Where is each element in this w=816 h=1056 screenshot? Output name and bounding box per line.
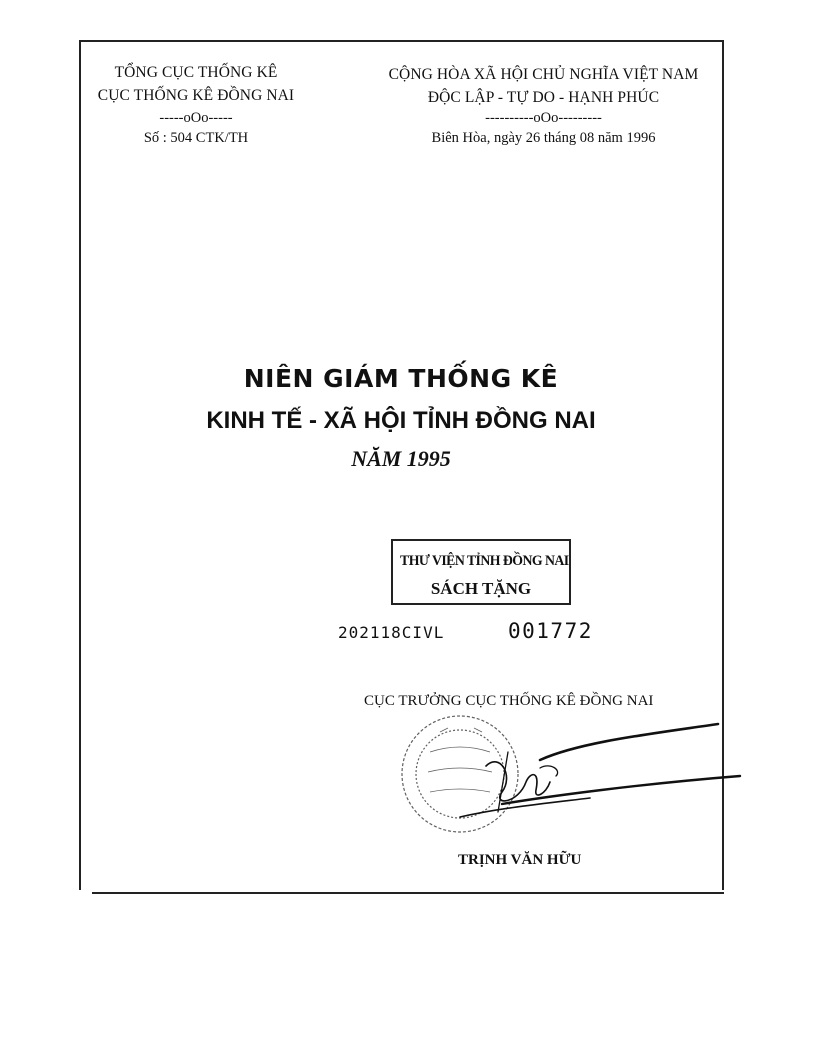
document-subtitle: KINH TẾ - XÃ HỘI TỈNH ĐỒNG NAI: [206, 407, 596, 434]
library-stamp-line1: THƯ VIỆN TỈNH ĐỒNG NAI: [400, 553, 569, 569]
document-number: Số : 504 CTK/TH: [143, 130, 249, 146]
national-title: CỘNG HÒA XÃ HỘI CHỦ NGHĨA VIỆT NAM: [388, 66, 699, 83]
department-name: CỤC THỐNG KÊ ĐỒNG NAI: [97, 87, 295, 104]
document-date: Biên Hòa, ngày 26 tháng 08 năm 1996: [431, 130, 656, 146]
agency-name: TỔNG CỤC THỐNG KÊ: [114, 64, 278, 81]
catalog-number: 001772: [508, 619, 593, 643]
library-stamp: [391, 539, 571, 605]
signatory-name: TRỊNH VĂN HỮU: [458, 852, 582, 868]
library-stamp-line2: SÁCH TẶNG: [430, 579, 532, 598]
frame-bottom-line: [92, 892, 724, 894]
signatory-position: CỤC TRƯỞNG CỤC THỐNG KÊ ĐỒNG NAI: [364, 693, 654, 709]
document-year: NĂM 1995: [351, 446, 451, 471]
right-divider: ----------oOo---------: [485, 110, 602, 126]
catalog-code: 202118CIVL: [338, 623, 445, 642]
seal-stamp-icon: [390, 712, 750, 852]
left-divider: -----oOo-----: [159, 110, 233, 126]
document-title: NIÊN GIÁM THỐNG KÊ: [243, 364, 559, 393]
national-motto: ĐỘC LẬP - TỰ DO - HẠNH PHÚC: [427, 89, 660, 106]
seal-and-signature: [390, 712, 750, 852]
frame-top-line: [80, 40, 722, 42]
